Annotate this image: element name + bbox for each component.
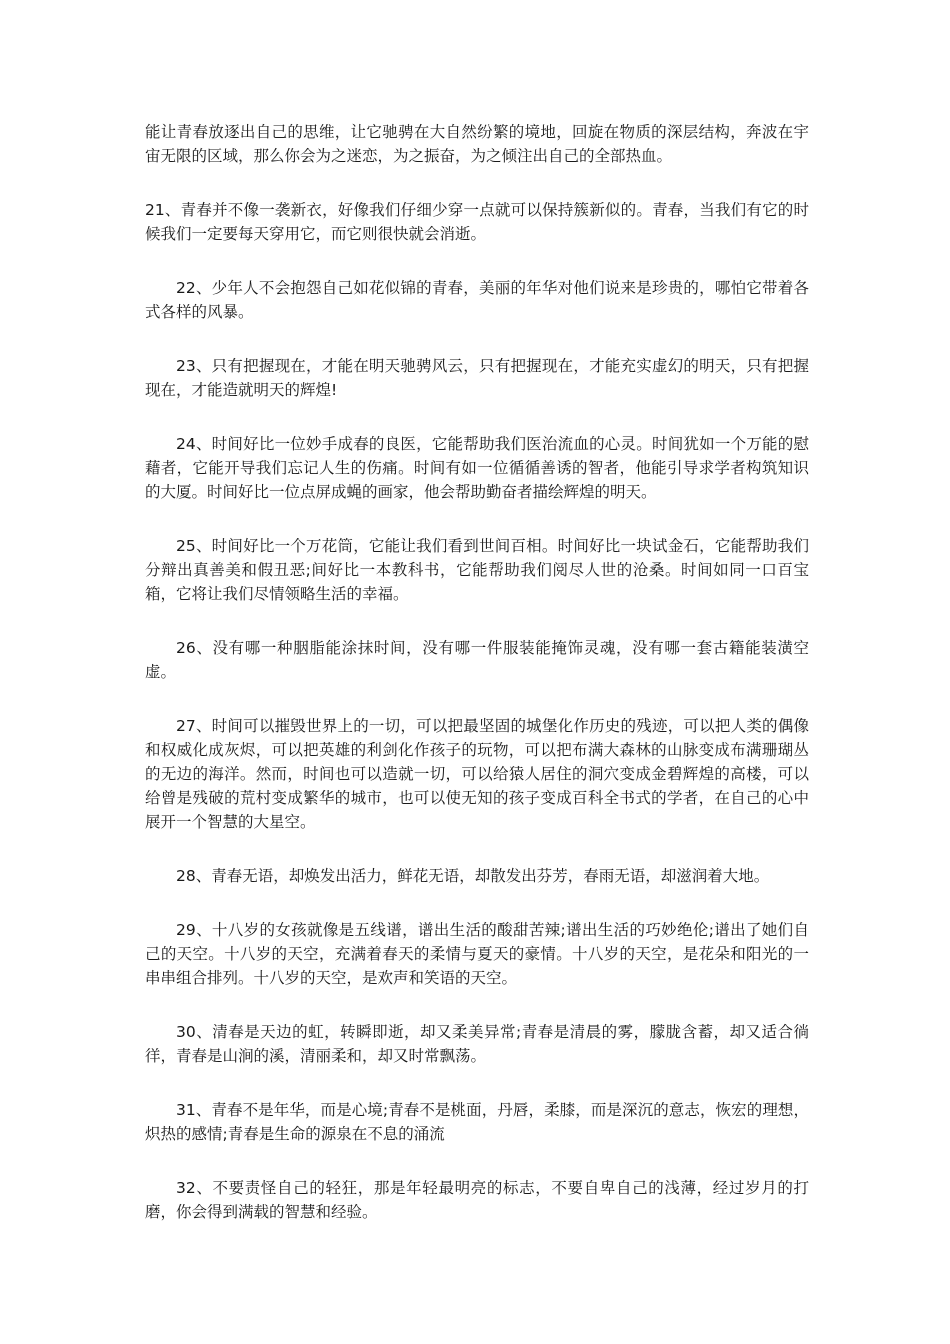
- paragraph-32: 32、不要责怪自己的轻狂，那是年轻最明亮的标志，不要自卑自己的浅薄，经过岁月的打磨，你会得到满载的智慧和经验。: [145, 1179, 809, 1221]
- paragraph-26: 26、没有哪一种胭脂能涂抹时间，没有哪一件服装能掩饰灵魂，没有哪一套古籍能装潢空虚。: [145, 639, 809, 681]
- paragraph-23: 23、只有把握现在，才能在明天驰骋风云，只有把握现在，才能充实虚幻的明天，只有把握现在，才能造就明天的辉煌!: [145, 357, 809, 399]
- paragraph-intro: 能让青春放逐出自己的思维，让它驰骋在大自然纷繁的境地，回旋在物质的深层结构，奔波在宇宙无限的区域，那么你会为之迷恋，为之振奋，为之倾注出自己的全部热血。: [145, 123, 809, 165]
- paragraph-31: 31、青春不是年华，而是心境;青春不是桃面，丹唇，柔膝，而是深沉的意志，恢宏的理想，炽热的感情;青春是生命的源泉在不息的涌流: [145, 1101, 809, 1143]
- paragraph-21: 21、青春并不像一袭新衣，好像我们仔细少穿一点就可以保持簇新似的。青春，当我们有它的时候我们一定要每天穿用它，而它则很快就会消逝。: [145, 201, 809, 243]
- paragraph-22: 22、少年人不会抱怨自己如花似锦的青春，美丽的年华对他们说来是珍贵的，哪怕它带着各式各样的风暴。: [145, 279, 809, 321]
- paragraph-29: 29、十八岁的女孩就像是五线谱，谱出生活的酸甜苦辣;谱出生活的巧妙绝伦;谱出了她们自己的天空。十八岁的天空，充满着春天的柔情与夏天的豪情。十八岁的天空，是花朵和阳光的一串串组合排列。十八岁的天空，是欢声和笑语的天空。: [145, 921, 809, 987]
- paragraph-25: 25、时间好比一个万花筒，它能让我们看到世间百相。时间好比一块试金石，它能帮助我们分辩出真善美和假丑恶;间好比一本教科书，它能帮助我们阅尽人世的沧桑。时间如同一口百宝箱，它将让我们尽情领略生活的幸福。: [145, 537, 809, 603]
- paragraph-24: 24、时间好比一位妙手成春的良医，它能帮助我们医治流血的心灵。时间犹如一个万能的慰藉者，它能开导我们忘记人生的伤痛。时间有如一位循循善诱的智者，他能引导求学者构筑知识的大厦。时间好比一位点屏成蝇的画家，他会帮助勤奋者描绘辉煌的明天。: [145, 435, 809, 501]
- paragraph-27: 27、时间可以摧毁世界上的一切，可以把最坚固的城堡化作历史的残迹，可以把人类的偶像和权威化成灰烬，可以把英雄的利剑化作孩子的玩物，可以把布满大森林的山脉变成布满珊瑚丛的无边的海洋。然而，时间也可以造就一切，可以给猿人居住的洞穴变成金碧辉煌的高楼，可以给曾是残破的荒村变成繁华的城市，也可以使无知的孩子变成百科全书式的学者，在自己的心中展开一个智慧的大星空。: [145, 717, 809, 831]
- document-body: [145, 120, 809, 1254]
- paragraph-28: 28、青春无语，却焕发出活力，鲜花无语，却散发出芬芳，春雨无语，却滋润着大地。: [176, 867, 770, 885]
- paragraph-30: 30、清春是天边的虹，转瞬即逝，却又柔美异常;青春是清晨的雾，朦胧含蓄，却又适合徜徉，青春是山涧的溪，清丽柔和，却又时常飘荡。: [145, 1023, 809, 1065]
